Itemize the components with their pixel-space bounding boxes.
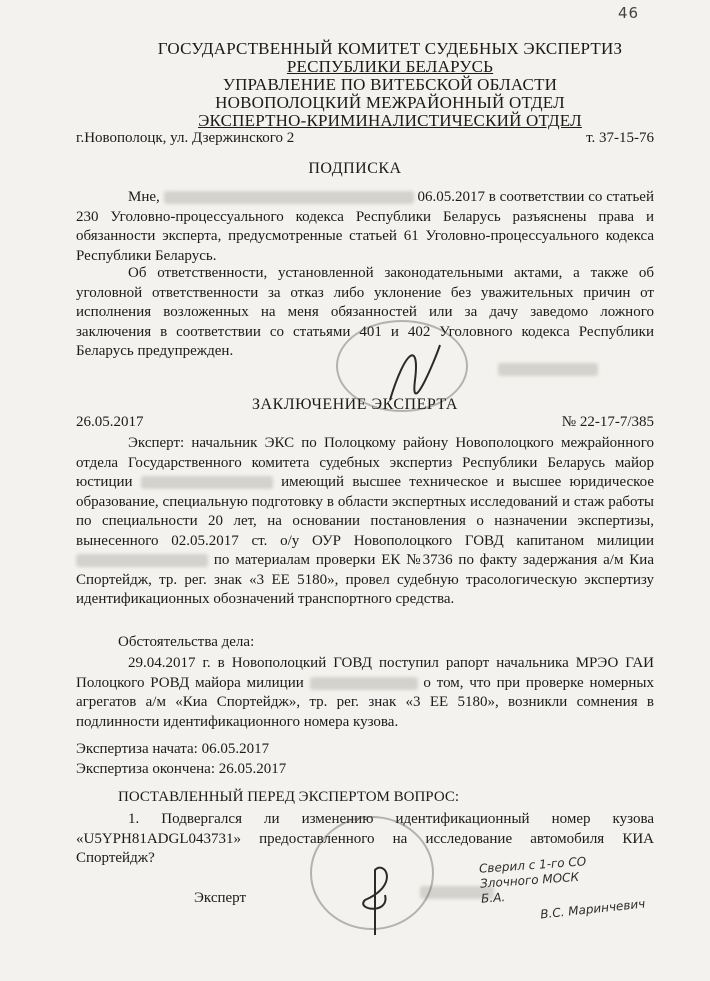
signature-scribble-2 (345, 860, 405, 940)
conclusion-p-b: имеющий высшее техническое и высшее юридическое образование, специальную подготовку в области экспертных исследований и стаж работы по специальности 20 лет, на основании постановления о назначении экспертизы, вынесенного 02.05.2017 ст. о/у ОУР Новополоцкого ГОВД капитаном милиции (76, 474, 655, 549)
expertise-started: Экспертиза начата: 06.05.2017 (76, 741, 270, 757)
handwritten-note-line-3: Б.А. (480, 890, 506, 906)
header-line-1: ГОСУДАРСТВЕННЫЙ КОМИТЕТ СУДЕБНЫХ ЭКСПЕРТИЗ (157, 39, 623, 58)
circumstances-p-a: 29.04.2017 г. в Новополоцкий ГОВД поступил рапорт начальника МРЭО ГАИ Полоцкого РОВД майора милиции (76, 655, 654, 691)
circumstances-label: Обстоятельства дела: (118, 634, 255, 650)
circumstances-p-b: о том, что при проверке номерных агрегатов а/м «Киа Спортейдж», тр. рег. знак «3 ЕЕ 5180», возникли сомнения в подлинности идентификационного номера кузова. (76, 674, 654, 730)
redacted-signature-name (498, 363, 598, 376)
address-line (76, 130, 654, 147)
expert-label: Эксперт (194, 890, 247, 906)
redacted-officer-name (76, 554, 208, 567)
conclusion-p-a: Эксперт: начальник ЭКС по Полоцкому району Новополоцкого межрайонного отдела Государственного комитета судебных экспертиз Республики Беларусь майор юстиции (76, 435, 654, 490)
podpiska-title: ПОДПИСКА (308, 160, 402, 177)
conclusion-title: ЗАКЛЮЧЕНИЕ ЭКСПЕРТА (252, 396, 458, 413)
header-line-2: РЕСПУБЛИКИ БЕЛАРУСЬ (286, 57, 494, 76)
handwritten-note-line-2: Злочного МОСК (479, 869, 580, 891)
podpiska-paragraph-1 (76, 188, 654, 266)
redacted-expert-name (141, 476, 273, 489)
handwritten-note-line-1: Сверил с 1-го СО (478, 854, 587, 876)
conclusion-paragraph (76, 434, 654, 610)
handwritten-note (479, 854, 589, 906)
handwritten-signature-name: В.С. Маринчевич (539, 896, 646, 922)
question-label: ПОСТАВЛЕННЫЙ ПЕРЕД ЭКСПЕРТОМ ВОПРОС: (118, 789, 460, 805)
question-text: 1. Подвергался ли изменению идентификационный номер кузова «U5YPH81ADGL043731» предоставленного на исследование автомобиля КИА Спортейдж? (76, 811, 654, 866)
podpiska-p1-start: Мне, (128, 189, 160, 205)
podpiska-p1-date: 06.05.2017 (417, 189, 485, 205)
header-line-4: НОВОПОЛОЦКИЙ МЕЖРАЙОННЫЙ ОТДЕЛ (215, 93, 565, 112)
phone-text: т. 37-15-76 (586, 130, 654, 146)
conclusion-date: 26.05.2017 (76, 414, 144, 430)
conclusion-p-c: по материалам проверки ЕК №3736 по факту задержания а/м Киа Спортейдж, тр. рег. знак «3 ЕЕ 5180», провел судебную трасологическую экспертизу идентификационных обозначений транспортного средства. (76, 552, 654, 607)
header-line-3: УПРАВЛЕНИЕ ПО ВИТЕБСКОЙ ОБЛАСТИ (222, 75, 558, 94)
address-text: г.Новополоцк, ул. Дзержинского 2 (76, 130, 295, 146)
conclusion-number: № 22-17-7/385 (561, 414, 654, 430)
podpiska-paragraph-2: Об ответственности, установленной законодательными актами, а также об уголовной ответственности за отказ либо уклонение без уважительных причин от исполнения возложенных на меня обязанностей или за дачу заведомо ложного заключения в соответствии со статьями 401 и 402 Уголовного кодекса Республики Беларусь предупрежден. (76, 265, 654, 359)
header-line-5: ЭКСПЕРТНО-КРИМИНАЛИСТИЧЕСКИЙ ОТДЕЛ (198, 111, 582, 130)
expertise-finished: Экспертиза окончена: 26.05.2017 (76, 761, 287, 777)
podpiska-p1-rest: в соответствии со статьей 230 Уголовно-процессуального кодекса Республики Беларусь разъяснены права и обязанности эксперта, предусмотренные статьей 61 Уголовно-процессуального кодекса Республики Беларусь. (76, 189, 654, 264)
redacted-name (164, 191, 414, 204)
circumstances-paragraph (76, 654, 654, 732)
document-header (150, 40, 630, 130)
redacted-major-name (310, 677, 418, 690)
page-corner-number: 46 (618, 4, 640, 22)
conclusion-date-line (76, 414, 654, 431)
